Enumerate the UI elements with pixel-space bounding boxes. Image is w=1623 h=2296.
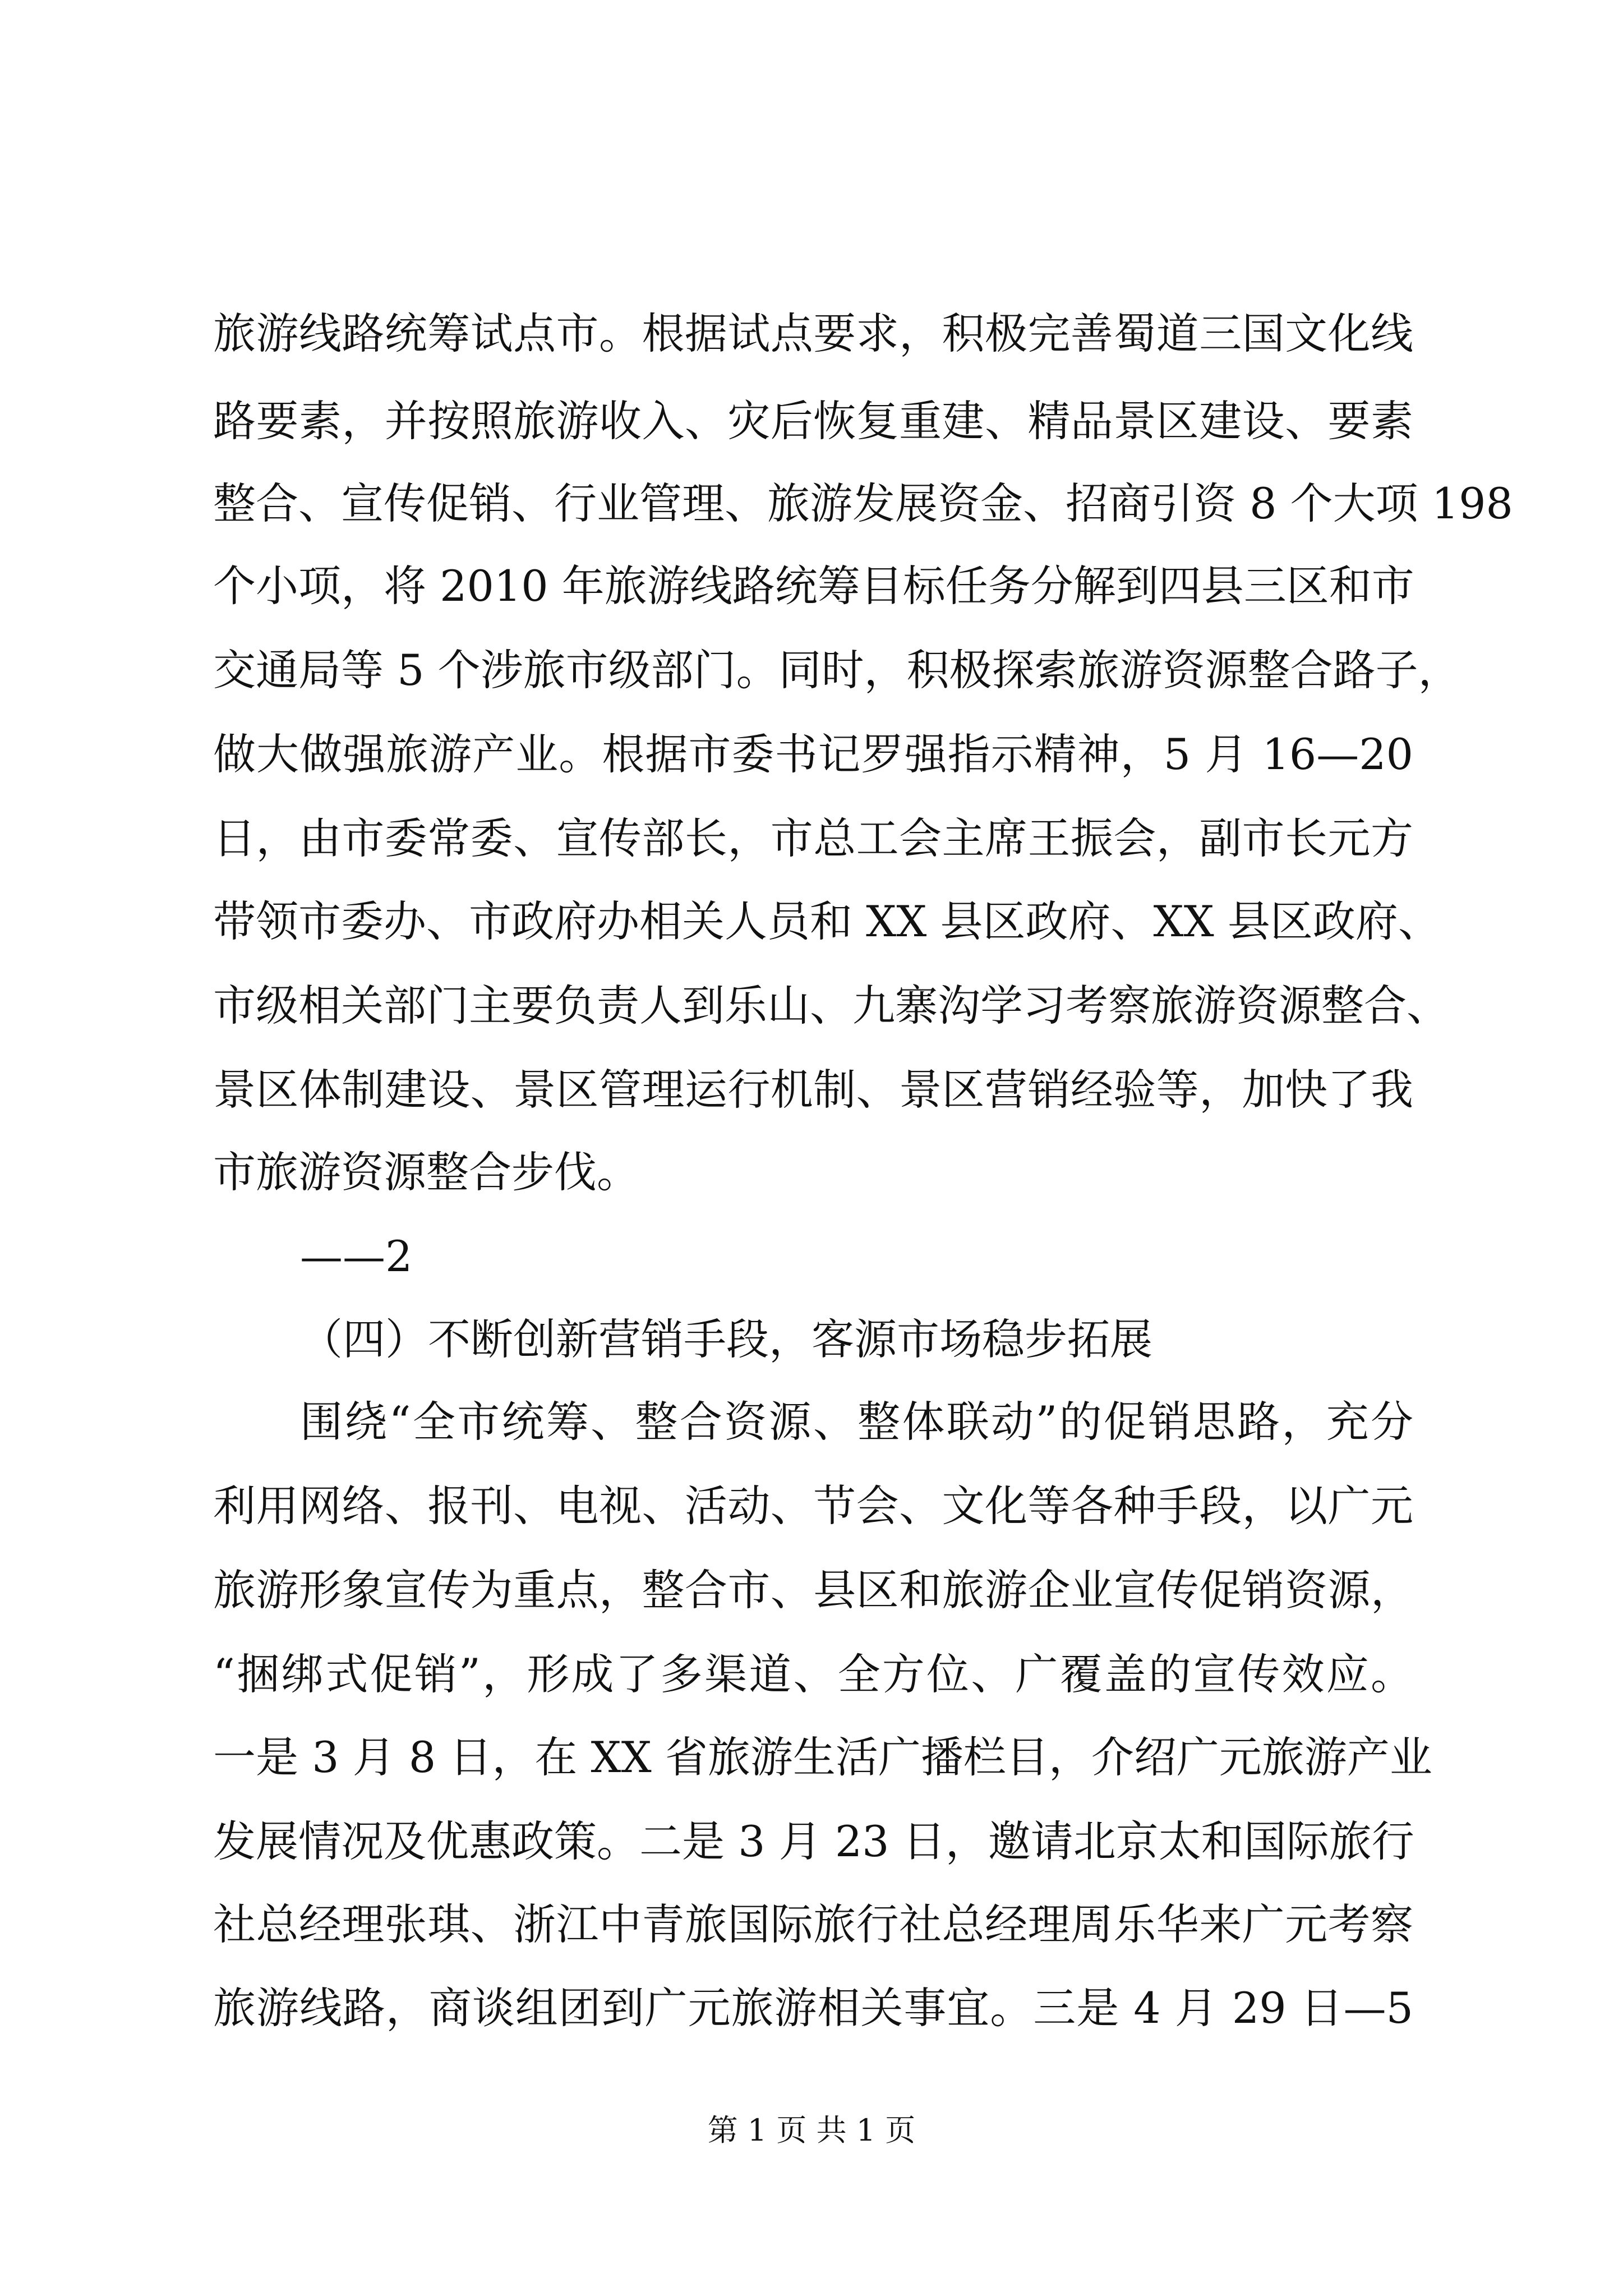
body-line-20: 社总经理张琪、浙江中青旅国际旅行社总经理周乐华来广元考察 — [213, 1899, 1413, 1949]
page-footer: 第 1 页 共 1 页 — [707, 2113, 916, 2148]
body-line-5: 交通局等 5 个涉旅市级部门。同时，积极探索旅游资源整合路子， — [213, 645, 1461, 695]
body-line-9: 市级相关部门主要负责人到乐山、九寨沟学习考察旅游资源整合、 — [213, 981, 1449, 1030]
body-line-21: 旅游线路，商谈组团到广元旅游相关事宜。三是 4 月 29 日—5 — [213, 1983, 1413, 2033]
body-line-2: 路要素，并按照旅游收入、灾后恢复重建、精品景区建设、要素 — [213, 396, 1413, 446]
page-marker: ——2 — [300, 1231, 413, 1281]
body-line-8: 带领市委办、市政府办相关人员和 XX 县区政府、XX 县区政府、 — [213, 896, 1441, 946]
body-line-10: 景区体制建设、景区管理运行机制、景区营销经验等，加快了我 — [213, 1065, 1413, 1115]
body-line-19: 发展情况及优惠政策。二是 3 月 23 日，邀请北京太和国际旅行 — [213, 1816, 1414, 1866]
section-heading: （四）不断创新营销手段，客源市场稳步拓展 — [300, 1314, 1152, 1364]
body-line-7: 日，由市委常委、宣传部长，市总工会主席王振会，副市长元方 — [213, 813, 1413, 863]
body-line-1: 旅游线路统筹试点市。根据试点要求，积极完善蜀道三国文化线 — [213, 309, 1413, 358]
body-line-18: 一是 3 月 8 日，在 XX 省旅游生活广播栏目，介绍广元旅游产业 — [213, 1732, 1432, 1782]
body-line-17: “捆绑式促销”，形成了多渠道、全方位、广覆盖的宣传效应。 — [213, 1649, 1413, 1699]
body-line-3: 整合、宣传促销、行业管理、旅游发展资金、招商引资 8 个大项 198 — [213, 478, 1513, 528]
body-line-4: 个小项，将 2010 年旅游线路统筹目标任务分解到四县三区和市 — [213, 561, 1414, 611]
body-line-6: 做大做强旅游产业。根据市委书记罗强指示精神，5 月 16—20 — [213, 729, 1413, 779]
body-line-16: 旅游形象宣传为重点，整合市、县区和旅游企业宣传促销资源， — [213, 1565, 1413, 1615]
body-line-11: 市旅游资源整合步伐。 — [213, 1147, 639, 1197]
body-line-14: 围绕“全市统筹、整合资源、整体联动”的促销思路，充分 — [300, 1397, 1413, 1447]
body-line-15: 利用网络、报刊、电视、活动、节会、文化等各种手段，以广元 — [213, 1481, 1413, 1531]
